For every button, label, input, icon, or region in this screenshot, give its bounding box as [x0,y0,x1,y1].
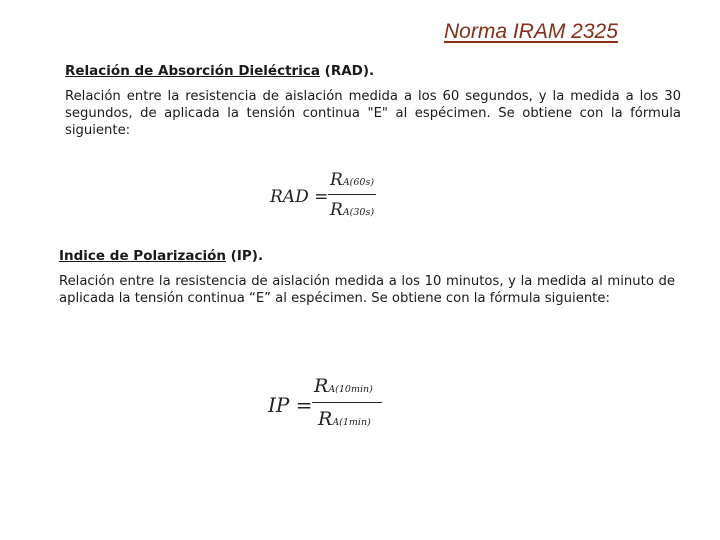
rad-heading-title: Relación de Absorción Dieléctrica [65,63,320,79]
rad-numerator: RA(60s) [330,170,375,190]
ip-formula-lhs: IP = [268,393,313,417]
ip-fraction-line [312,402,382,403]
ip-denominator: RA(1min) [318,408,371,430]
rad-paragraph: Relación entre la resistencia de aislación medida a los 60 segundos, y la medida a los 30 segundos, de aplicada la tensión continua "E" al espécimen. Se obtiene con la fórmula siguiente: [65,89,681,138]
ip-heading [59,248,263,264]
ip-paragraph: Relación entre la resistencia de aislación medida a los 10 minutos, y la medida al minuto de aplicada la tensión continua “E” al espécimen. Se obtiene con la fórmula siguiente: [59,274,675,306]
rad-heading [65,63,374,79]
rad-formula [270,170,390,230]
rad-denominator: RA(30s) [330,200,375,220]
rad-formula-lhs: RAD = [270,187,329,207]
rad-fraction-line [328,194,376,195]
ip-heading-suffix: (IP). [225,248,264,264]
ip-formula [268,375,398,440]
ip-heading-title: Indice de Polarización [59,248,226,264]
rad-heading-suffix: (RAD). [319,63,375,79]
header-title: Norma IRAM 2325 [444,20,618,43]
ip-numerator: RA(10min) [314,375,373,397]
